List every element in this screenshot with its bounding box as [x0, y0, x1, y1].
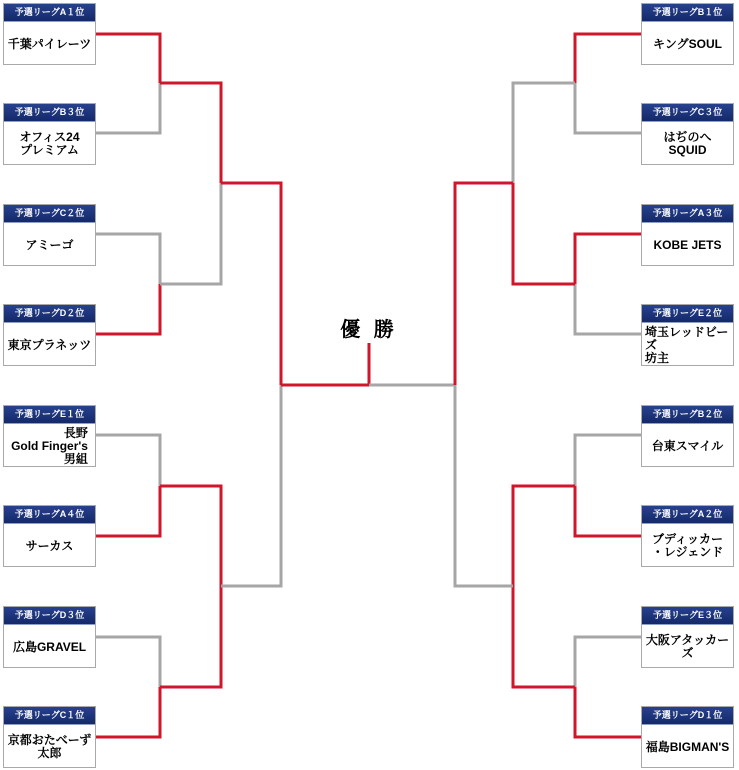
bracket-line-25	[513, 83, 575, 183]
bracket-line-29	[455, 183, 513, 385]
team-name: ブディッカー ・レジェンド	[651, 532, 724, 559]
team-box-left-2	[3, 103, 96, 165]
bracket-line-7	[96, 637, 160, 687]
bracket-line-8	[96, 687, 160, 737]
team-seed-label: 予選リーグA２位	[642, 506, 733, 524]
bracket-line-1	[96, 34, 160, 83]
bracket-line-21	[575, 435, 641, 486]
bracket-line-2	[96, 83, 160, 133]
team-seed-label: 予選リーグC１位	[4, 707, 95, 725]
team-seed-label: 予選リーグC３位	[642, 104, 733, 122]
team-name-wrap	[4, 725, 95, 769]
team-box-right-1	[641, 3, 734, 65]
team-seed-label: 予選リーグE１位	[4, 406, 95, 424]
bracket-line-22	[575, 486, 641, 536]
team-seed-label: 予選リーグB２位	[642, 406, 733, 424]
team-seed-label: 予選リーグB３位	[4, 104, 95, 122]
team-name-wrap	[642, 625, 733, 669]
team-name-wrap	[642, 725, 733, 769]
team-name: 長野 Gold Finger's 男組	[11, 425, 88, 466]
team-name: アミーゴ	[25, 237, 74, 252]
bracket-line-3	[96, 234, 160, 284]
team-name-wrap	[642, 524, 733, 568]
team-box-left-8	[3, 706, 96, 768]
team-seed-label: 予選リーグD３位	[4, 607, 95, 625]
team-name: 台東スマイル	[651, 438, 724, 453]
bracket-line-6	[96, 486, 160, 536]
bracket-line-12	[160, 586, 221, 687]
team-box-right-5	[641, 405, 734, 467]
bracket-line-14	[221, 385, 281, 586]
team-box-right-6	[641, 505, 734, 567]
team-name: KOBE JETS	[653, 237, 722, 252]
team-seed-label: 予選リーグC２位	[4, 205, 95, 223]
team-name-wrap	[642, 122, 733, 166]
team-name-wrap	[4, 625, 95, 669]
team-name-wrap	[642, 424, 733, 468]
team-box-right-8	[641, 706, 734, 768]
team-name: 広島GRAVEL	[12, 639, 87, 654]
team-name: 京都おたべーず 太郎	[7, 733, 92, 760]
bracket-line-20	[575, 284, 641, 334]
bracket-line-10	[160, 183, 221, 284]
team-seed-label: 予選リーグD１位	[642, 707, 733, 725]
team-box-right-3	[641, 204, 734, 266]
champion-label: 優 勝	[340, 319, 398, 341]
team-seed-label: 予選リーグD２位	[4, 305, 95, 323]
team-box-left-7	[3, 606, 96, 668]
team-seed-label: 予選リーグA１位	[4, 4, 95, 22]
bracket-line-17	[575, 34, 641, 83]
bracket-line-28	[513, 586, 575, 687]
bracket-line-4	[96, 284, 160, 334]
team-box-left-5	[3, 405, 96, 467]
bracket-line-27	[513, 486, 575, 586]
team-seed-label: 予選リーグA４位	[4, 506, 95, 524]
team-name-wrap	[4, 524, 95, 568]
bracket-line-30	[455, 385, 513, 586]
team-name-wrap	[4, 223, 95, 267]
team-box-right-4	[641, 304, 734, 366]
team-seed-label: 予選リーグE２位	[642, 305, 733, 323]
team-name: キングSOUL	[653, 36, 722, 51]
bracket-line-9	[160, 83, 221, 183]
team-box-left-3	[3, 204, 96, 266]
team-box-right-2	[641, 103, 734, 165]
team-name: 東京プラネッツ	[7, 337, 92, 352]
bracket-line-24	[575, 687, 641, 737]
team-name: 大阪アタッカーズ	[645, 633, 730, 660]
team-seed-label: 予選リーグE３位	[642, 607, 733, 625]
team-name-wrap	[642, 323, 733, 367]
team-seed-label: 予選リーグA３位	[642, 205, 733, 223]
bracket-line-15	[281, 343, 369, 385]
team-name: はぢのへSQUID	[663, 130, 712, 157]
team-name: 千葉パイレーツ	[7, 36, 92, 51]
team-name: 埼玉レッドビーズ 坊主	[645, 324, 729, 365]
bracket-line-19	[575, 234, 641, 284]
team-name-wrap	[4, 424, 95, 468]
team-seed-label: 予選リーグB１位	[642, 4, 733, 22]
team-name-wrap	[642, 223, 733, 267]
bracket-line-5	[96, 435, 160, 486]
team-name-wrap	[4, 122, 95, 166]
team-box-left-4	[3, 304, 96, 366]
bracket-line-18	[575, 83, 641, 133]
bracket-line-26	[513, 183, 575, 284]
team-name-wrap	[4, 323, 95, 367]
bracket-line-11	[160, 486, 221, 586]
bracket-line-23	[575, 637, 641, 687]
team-box-left-6	[3, 505, 96, 567]
team-name-wrap	[4, 22, 95, 66]
team-name-wrap	[642, 22, 733, 66]
team-name: サーカス	[25, 538, 74, 553]
team-box-left-1	[3, 3, 96, 65]
team-name: オフィス24 プレミアム	[19, 130, 80, 157]
team-box-right-7	[641, 606, 734, 668]
bracket-line-13	[221, 183, 281, 385]
team-name: 福島BIGMAN'S	[645, 739, 730, 754]
